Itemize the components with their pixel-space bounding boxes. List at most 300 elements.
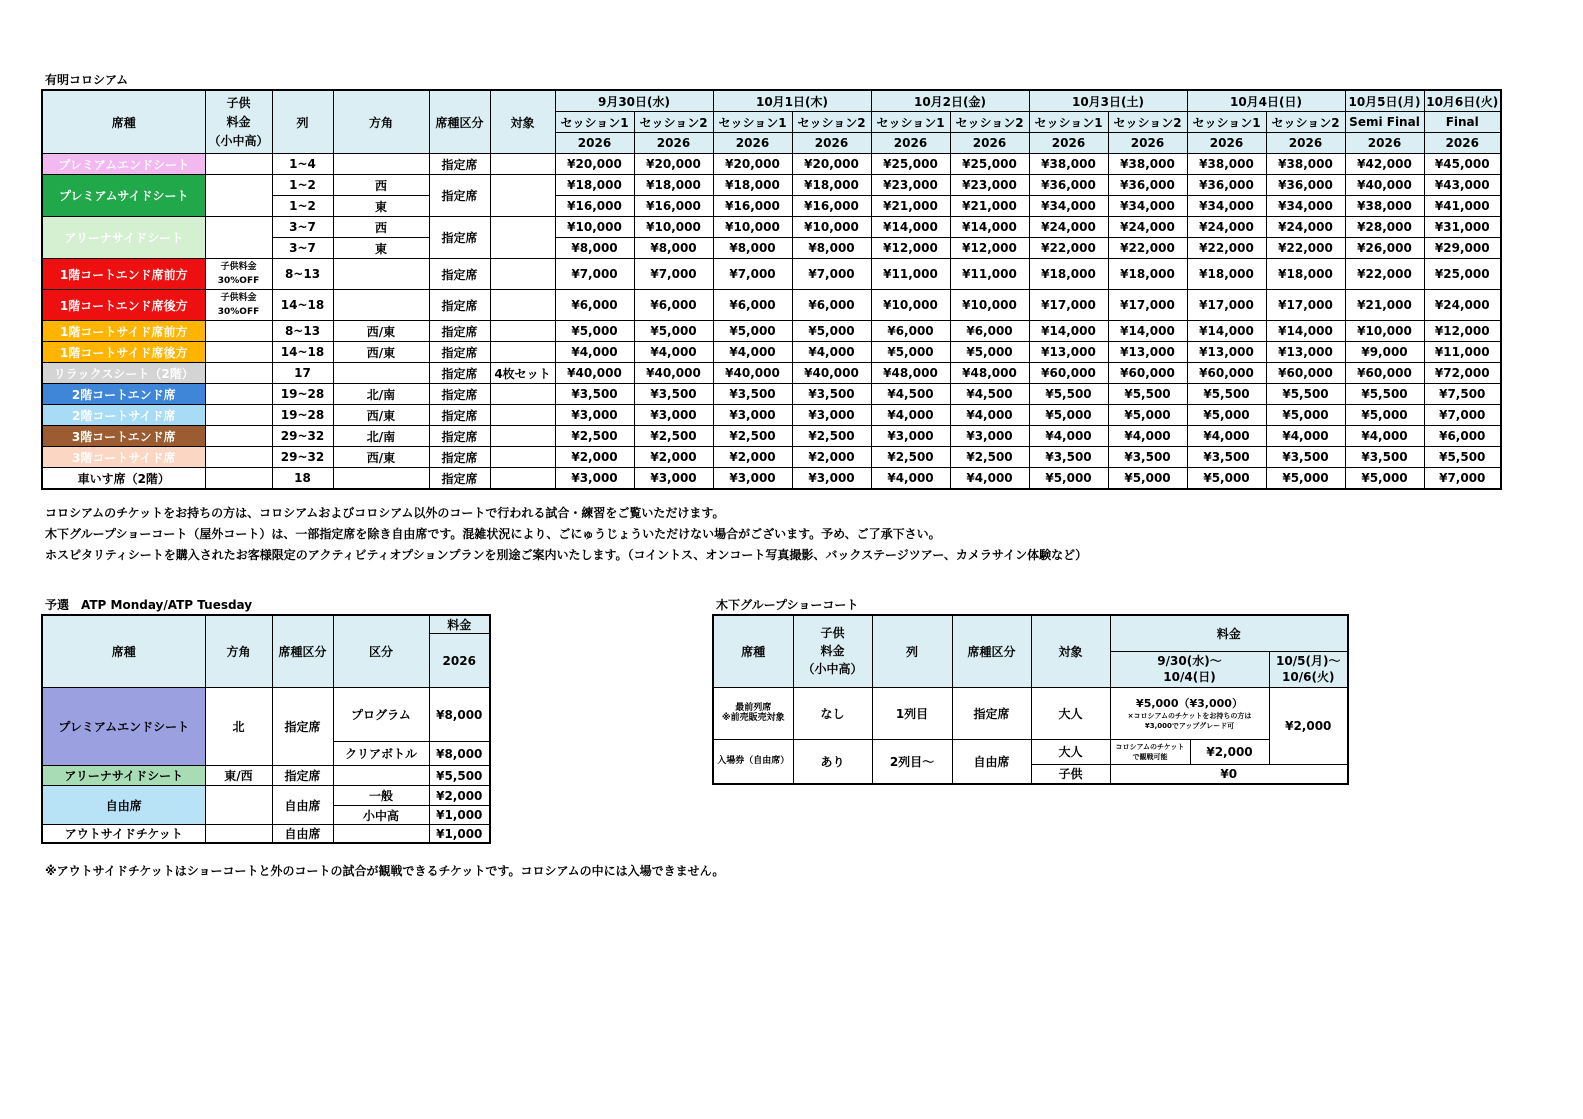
price-cell: ¥5,000 xyxy=(555,321,634,342)
price-cell: ¥43,000 xyxy=(1424,175,1501,196)
price-cell: ¥11,000 xyxy=(950,259,1029,290)
qualifying-price-table xyxy=(41,614,491,844)
year-header: 2026 xyxy=(634,133,713,154)
seat-type-cell: アリーナサイドシート xyxy=(42,217,205,259)
price-cell: ¥22,000 xyxy=(1108,238,1187,259)
price-cell: ¥14,000 xyxy=(1187,321,1266,342)
seat-type-cell: 1階コートエンド席前方 xyxy=(42,259,205,290)
target-cell: 4枚セット xyxy=(490,363,555,384)
price-cell: ¥8,000 xyxy=(713,238,792,259)
price-cell: ¥5,000 xyxy=(792,321,871,342)
header-target: 対象 xyxy=(490,90,555,154)
price-row xyxy=(42,154,1501,175)
price-cell: ¥14,000 xyxy=(1029,321,1108,342)
child-fee-cell xyxy=(205,363,272,384)
price-cell: ¥72,000 xyxy=(1424,363,1501,384)
price-cell: ¥8,000 xyxy=(634,238,713,259)
header-row: 列 xyxy=(272,90,333,154)
price-cell: ¥7,000 xyxy=(555,259,634,290)
qual-premium-price: ¥8,000 xyxy=(429,742,490,766)
price-cell: ¥38,000 xyxy=(1029,154,1108,175)
price-cell: ¥4,000 xyxy=(634,342,713,363)
price-cell: ¥5,000 xyxy=(1266,468,1345,490)
notes xyxy=(45,503,1087,566)
price-cell: ¥4,000 xyxy=(950,468,1029,490)
session-header: セッション2 xyxy=(950,112,1029,133)
price-cell: ¥5,000 xyxy=(713,321,792,342)
child-fee-cell: 子供料金 30%OFF xyxy=(205,290,272,321)
qual-free-cls: 自由席 xyxy=(272,786,333,825)
seat-type-cell: リラックスシート（2階） xyxy=(42,363,205,384)
show-front-target: 大人 xyxy=(1031,687,1110,739)
price-cell: ¥2,500 xyxy=(792,426,871,447)
show-entry-row: 2列目〜 xyxy=(872,739,952,784)
price-cell: ¥40,000 xyxy=(555,363,634,384)
show-entry-price-child: ¥0 xyxy=(1110,764,1348,784)
price-cell: ¥38,000 xyxy=(1108,154,1187,175)
qual-premium-seat: プレミアムエンドシート xyxy=(42,688,205,766)
seat-class-cell: 指定席 xyxy=(429,342,490,363)
price-cell: ¥13,000 xyxy=(1266,342,1345,363)
qual-premium-price: ¥8,000 xyxy=(429,688,490,742)
year-header: 2026 xyxy=(713,133,792,154)
session-header: セッション2 xyxy=(634,112,713,133)
price-cell: ¥3,000 xyxy=(713,468,792,490)
price-cell: ¥16,000 xyxy=(634,196,713,217)
price-cell: ¥36,000 xyxy=(1187,175,1266,196)
seat-class-cell: 指定席 xyxy=(429,259,490,290)
price-cell: ¥18,000 xyxy=(713,175,792,196)
price-cell: ¥22,000 xyxy=(1345,259,1424,290)
price-cell: ¥9,000 xyxy=(1345,342,1424,363)
price-cell: ¥14,000 xyxy=(871,217,950,238)
price-cell: ¥16,000 xyxy=(713,196,792,217)
child-fee-cell: 子供料金 30%OFF xyxy=(205,259,272,290)
qual-arena-price: ¥5,500 xyxy=(429,766,490,786)
price-cell: ¥11,000 xyxy=(871,259,950,290)
direction-cell: 西/東 xyxy=(333,342,429,363)
price-cell: ¥22,000 xyxy=(1029,238,1108,259)
price-cell: ¥18,000 xyxy=(1108,259,1187,290)
show-front-row: 1列目 xyxy=(872,687,952,739)
price-cell: ¥17,000 xyxy=(1266,290,1345,321)
price-cell: ¥14,000 xyxy=(1108,321,1187,342)
target-cell xyxy=(490,447,555,468)
show-front-seat: 最前列席 ※前売販売対象 xyxy=(713,687,793,739)
qual-arena-dir: 東/西 xyxy=(205,766,272,786)
coliseum-price-table xyxy=(41,89,1502,490)
qual-premium-kubun: クリアボトル xyxy=(333,742,429,766)
qual-arena-kubun xyxy=(333,766,429,786)
show-entry-price-adult: ¥2,000 xyxy=(1190,739,1269,764)
session-header: セッション1 xyxy=(1029,112,1108,133)
price-cell: ¥7,000 xyxy=(1424,405,1501,426)
price-cell: ¥24,000 xyxy=(1187,217,1266,238)
row-cell: 8~13 xyxy=(272,259,333,290)
qual-premium-kubun: プログラム xyxy=(333,688,429,742)
note-line: コロシアムのチケットをお持ちの方は、コロシアムおよびコロシアム以外のコートで行われる試合・練習をご覧いただけます。 xyxy=(45,506,725,520)
price-cell: ¥6,000 xyxy=(555,290,634,321)
session-header: セッション2 xyxy=(1266,112,1345,133)
price-cell: ¥24,000 xyxy=(1266,217,1345,238)
price-cell: ¥36,000 xyxy=(1266,175,1345,196)
price-cell: ¥5,500 xyxy=(1108,384,1187,405)
session-header: セッション1 xyxy=(713,112,792,133)
price-cell: ¥10,000 xyxy=(634,217,713,238)
row-cell: 19~28 xyxy=(272,384,333,405)
show-header-period1: 9/30(水)〜 10/4(日) xyxy=(1110,651,1269,687)
price-cell: ¥4,000 xyxy=(1029,426,1108,447)
price-cell: ¥17,000 xyxy=(1108,290,1187,321)
show-entry-target-adult: 大人 xyxy=(1031,739,1110,764)
price-cell: ¥2,000 xyxy=(555,447,634,468)
price-cell: ¥3,000 xyxy=(950,426,1029,447)
price-cell: ¥4,000 xyxy=(1345,426,1424,447)
price-cell: ¥34,000 xyxy=(1108,196,1187,217)
price-cell: ¥18,000 xyxy=(1029,259,1108,290)
price-cell: ¥10,000 xyxy=(713,217,792,238)
show-entry-cls: 自由席 xyxy=(952,739,1031,784)
price-cell: ¥6,000 xyxy=(950,321,1029,342)
price-cell: ¥22,000 xyxy=(1187,238,1266,259)
price-row xyxy=(42,290,1501,321)
price-cell: ¥5,500 xyxy=(1029,384,1108,405)
price-cell: ¥6,000 xyxy=(713,290,792,321)
price-cell: ¥20,000 xyxy=(713,154,792,175)
header-seat-type: 席種 xyxy=(42,90,205,154)
child-fee-cell xyxy=(205,426,272,447)
price-cell: ¥4,000 xyxy=(713,342,792,363)
price-cell: ¥4,000 xyxy=(950,405,1029,426)
price-cell: ¥2,500 xyxy=(950,447,1029,468)
price-cell: ¥24,000 xyxy=(1108,217,1187,238)
price-cell: ¥40,000 xyxy=(1345,175,1424,196)
price-cell: ¥20,000 xyxy=(634,154,713,175)
price-cell: ¥11,000 xyxy=(1424,342,1501,363)
price-cell: ¥22,000 xyxy=(1266,238,1345,259)
price-cell: ¥3,500 xyxy=(555,384,634,405)
qual-header-cls: 席種区分 xyxy=(272,615,333,688)
price-cell: ¥3,500 xyxy=(713,384,792,405)
price-cell: ¥5,500 xyxy=(1424,447,1501,468)
date-header: 10月2日(金) xyxy=(871,90,1029,112)
price-cell: ¥5,000 xyxy=(1345,405,1424,426)
price-cell: ¥20,000 xyxy=(792,154,871,175)
price-row xyxy=(42,363,1501,384)
qual-title: 予選 ATP Monday/ATP Tuesday xyxy=(45,598,253,612)
price-cell: ¥13,000 xyxy=(1029,342,1108,363)
date-header: 10月5日(月) xyxy=(1345,90,1424,112)
row-cell: 29~32 xyxy=(272,447,333,468)
price-cell: ¥5,500 xyxy=(1345,384,1424,405)
show-header-fee: 料金 xyxy=(1110,615,1348,651)
date-header: 10月1日(木) xyxy=(713,90,871,112)
direction-cell xyxy=(333,290,429,321)
session-header: セッション1 xyxy=(871,112,950,133)
target-cell xyxy=(490,321,555,342)
price-cell: ¥8,000 xyxy=(555,238,634,259)
price-cell: ¥6,000 xyxy=(634,290,713,321)
price-row xyxy=(42,426,1501,447)
row-cell: 1~2 xyxy=(272,196,333,217)
qual-free-price: ¥1,000 xyxy=(429,806,490,825)
price-cell: ¥25,000 xyxy=(950,154,1029,175)
year-header: 2026 xyxy=(1108,133,1187,154)
price-cell: ¥3,500 xyxy=(1266,447,1345,468)
show-header-child: 子供 料金 （小中高） xyxy=(793,615,872,687)
seat-class-cell: 指定席 xyxy=(429,384,490,405)
direction-cell xyxy=(333,154,429,175)
price-row xyxy=(42,468,1501,490)
target-cell xyxy=(490,154,555,175)
price-cell: ¥38,000 xyxy=(1266,154,1345,175)
seat-class-cell: 指定席 xyxy=(429,426,490,447)
price-cell: ¥5,000 xyxy=(871,342,950,363)
seat-type-cell: プレミアムサイドシート xyxy=(42,175,205,217)
direction-cell: 西 xyxy=(333,217,429,238)
price-cell: ¥38,000 xyxy=(1187,154,1266,175)
show-entry-target-child: 子供 xyxy=(1031,764,1110,784)
price-row xyxy=(42,217,1501,238)
child-fee-cell xyxy=(205,384,272,405)
row-cell: 29~32 xyxy=(272,426,333,447)
price-cell: ¥3,000 xyxy=(634,468,713,490)
show-entry-note: コロシアムのチケット で観戦可能 xyxy=(1110,739,1190,764)
child-fee-cell xyxy=(205,405,272,426)
show-header-seat: 席種 xyxy=(713,615,793,687)
price-cell: ¥10,000 xyxy=(555,217,634,238)
price-row xyxy=(42,342,1501,363)
child-fee-cell xyxy=(205,468,272,490)
price-cell: ¥2,500 xyxy=(713,426,792,447)
price-cell: ¥23,000 xyxy=(871,175,950,196)
seat-class-cell: 指定席 xyxy=(429,154,490,175)
price-cell: ¥7,000 xyxy=(634,259,713,290)
price-row xyxy=(42,321,1501,342)
price-cell: ¥16,000 xyxy=(555,196,634,217)
price-cell: ¥6,000 xyxy=(871,321,950,342)
seat-type-cell: 1階コートエンド席後方 xyxy=(42,290,205,321)
show-front-price2: ¥2,000 xyxy=(1269,687,1348,764)
year-header: 2026 xyxy=(1187,133,1266,154)
direction-cell: 西/東 xyxy=(333,321,429,342)
header-child-fee: 子供 料金 （小中高） xyxy=(205,90,272,154)
seat-class-cell: 指定席 xyxy=(429,217,490,259)
row-cell: 1~4 xyxy=(272,154,333,175)
price-cell: ¥29,000 xyxy=(1424,238,1501,259)
note-line: ホスピタリティシートを購入されたお客様限定のアクティビティオプションプランを別途ご案内いたします。（コイントス、オンコート写真撮影、バックステージツアー、カメラサイン体験など） xyxy=(45,548,1088,562)
price-cell: ¥28,000 xyxy=(1345,217,1424,238)
price-cell: ¥4,000 xyxy=(871,405,950,426)
price-cell: ¥17,000 xyxy=(1029,290,1108,321)
price-cell: ¥40,000 xyxy=(713,363,792,384)
price-cell: ¥60,000 xyxy=(1029,363,1108,384)
price-cell: ¥10,000 xyxy=(950,290,1029,321)
row-cell: 3~7 xyxy=(272,238,333,259)
qual-free-dir xyxy=(205,786,272,825)
price-cell: ¥4,000 xyxy=(871,468,950,490)
price-cell: ¥4,000 xyxy=(1108,426,1187,447)
direction-cell xyxy=(333,468,429,490)
show-front-cls: 指定席 xyxy=(952,687,1031,739)
price-row xyxy=(42,405,1501,426)
price-cell: ¥60,000 xyxy=(1266,363,1345,384)
price-cell: ¥7,000 xyxy=(1424,468,1501,490)
year-header: 2026 xyxy=(792,133,871,154)
price-cell: ¥5,000 xyxy=(1108,468,1187,490)
price-cell: ¥2,500 xyxy=(555,426,634,447)
price-cell: ¥3,000 xyxy=(634,405,713,426)
seat-class-cell: 指定席 xyxy=(429,447,490,468)
price-cell: ¥40,000 xyxy=(792,363,871,384)
price-cell: ¥18,000 xyxy=(1187,259,1266,290)
price-cell: ¥2,000 xyxy=(792,447,871,468)
price-cell: ¥5,000 xyxy=(1187,468,1266,490)
price-cell: ¥3,000 xyxy=(555,468,634,490)
seat-type-cell: 1階コートサイド席前方 xyxy=(42,321,205,342)
price-cell: ¥5,500 xyxy=(1266,384,1345,405)
price-cell: ¥10,000 xyxy=(871,290,950,321)
qual-outside-dir xyxy=(205,825,272,844)
date-header: 10月6日(火) xyxy=(1424,90,1501,112)
row-cell: 1~2 xyxy=(272,175,333,196)
price-cell: ¥12,000 xyxy=(950,238,1029,259)
price-cell: ¥13,000 xyxy=(1108,342,1187,363)
price-cell: ¥5,000 xyxy=(634,321,713,342)
price-cell: ¥17,000 xyxy=(1187,290,1266,321)
child-fee-cell xyxy=(205,447,272,468)
row-cell: 8~13 xyxy=(272,321,333,342)
price-cell: ¥21,000 xyxy=(950,196,1029,217)
price-row xyxy=(42,447,1501,468)
price-cell: ¥41,000 xyxy=(1424,196,1501,217)
price-cell: ¥24,000 xyxy=(1029,217,1108,238)
price-cell: ¥21,000 xyxy=(1345,290,1424,321)
seat-type-cell: 2階コートエンド席 xyxy=(42,384,205,405)
price-cell: ¥34,000 xyxy=(1029,196,1108,217)
target-cell xyxy=(490,426,555,447)
direction-cell: 西/東 xyxy=(333,405,429,426)
price-cell: ¥42,000 xyxy=(1345,154,1424,175)
qual-header-seat: 席種 xyxy=(42,615,205,688)
qual-outside-price: ¥1,000 xyxy=(429,825,490,844)
qual-header-year: 2026 xyxy=(429,634,490,688)
price-cell: ¥25,000 xyxy=(871,154,950,175)
price-cell: ¥2,500 xyxy=(634,426,713,447)
price-row xyxy=(42,259,1501,290)
direction-cell: 北/南 xyxy=(333,384,429,405)
show-front-price1: ¥5,000（¥3,000） ×コロシアムのチケットをお持ちの方は ¥3,000でアップグレード可 xyxy=(1110,687,1269,739)
price-cell: ¥4,000 xyxy=(792,342,871,363)
price-cell: ¥3,500 xyxy=(1029,447,1108,468)
row-cell: 14~18 xyxy=(272,290,333,321)
price-cell: ¥24,000 xyxy=(1424,290,1501,321)
price-cell: ¥18,000 xyxy=(555,175,634,196)
session-header: セッション1 xyxy=(555,112,634,133)
seat-class-cell: 指定席 xyxy=(429,363,490,384)
qual-free-kubun: 小中高 xyxy=(333,806,429,825)
price-cell: ¥31,000 xyxy=(1424,217,1501,238)
price-cell: ¥48,000 xyxy=(871,363,950,384)
price-cell: ¥4,500 xyxy=(950,384,1029,405)
target-cell xyxy=(490,342,555,363)
seat-class-cell: 指定席 xyxy=(429,321,490,342)
price-cell: ¥13,000 xyxy=(1187,342,1266,363)
qual-free-kubun: 一般 xyxy=(333,786,429,806)
row-cell: 14~18 xyxy=(272,342,333,363)
price-cell: ¥18,000 xyxy=(792,175,871,196)
row-cell: 18 xyxy=(272,468,333,490)
price-cell: ¥45,000 xyxy=(1424,154,1501,175)
price-cell: ¥4,000 xyxy=(1187,426,1266,447)
direction-cell xyxy=(333,259,429,290)
price-cell: ¥25,000 xyxy=(1424,259,1501,290)
show-header-cls: 席種区分 xyxy=(952,615,1031,687)
price-cell: ¥10,000 xyxy=(1345,321,1424,342)
show-front-child: なし xyxy=(793,687,872,739)
price-cell: ¥12,000 xyxy=(1424,321,1501,342)
seat-class-cell: 指定席 xyxy=(429,290,490,321)
year-header: 2026 xyxy=(1424,133,1501,154)
seat-type-cell: プレミアムエンドシート xyxy=(42,154,205,175)
price-cell: ¥60,000 xyxy=(1187,363,1266,384)
price-cell: ¥16,000 xyxy=(792,196,871,217)
price-cell: ¥3,500 xyxy=(1345,447,1424,468)
qual-arena-cls: 指定席 xyxy=(272,766,333,786)
child-fee-cell xyxy=(205,154,272,175)
show-header-period2: 10/5(月)〜 10/6(火) xyxy=(1269,651,1348,687)
show-header-target: 対象 xyxy=(1031,615,1110,687)
year-header: 2026 xyxy=(871,133,950,154)
target-cell xyxy=(490,259,555,290)
price-cell: ¥4,000 xyxy=(1266,426,1345,447)
price-cell: ¥10,000 xyxy=(792,217,871,238)
price-cell: ¥18,000 xyxy=(634,175,713,196)
price-cell: ¥5,000 xyxy=(1266,405,1345,426)
qual-arena-seat: アリーナサイドシート xyxy=(42,766,205,786)
main-title: 有明コロシアム xyxy=(45,73,129,87)
seat-type-cell: 3階コートエンド席 xyxy=(42,426,205,447)
price-cell: ¥23,000 xyxy=(950,175,1029,196)
showcourt-price-table xyxy=(712,614,1349,785)
price-cell: ¥18,000 xyxy=(1266,259,1345,290)
price-cell: ¥2,500 xyxy=(871,447,950,468)
price-cell: ¥7,500 xyxy=(1424,384,1501,405)
price-cell: ¥12,000 xyxy=(871,238,950,259)
qual-header-dir: 方角 xyxy=(205,615,272,688)
price-cell: ¥6,000 xyxy=(1424,426,1501,447)
direction-cell: 東 xyxy=(333,238,429,259)
date-header: 10月4日(日) xyxy=(1187,90,1345,112)
price-cell: ¥5,000 xyxy=(1108,405,1187,426)
show-header-row: 列 xyxy=(872,615,952,687)
price-cell: ¥3,500 xyxy=(1108,447,1187,468)
price-cell: ¥14,000 xyxy=(950,217,1029,238)
price-cell: ¥7,000 xyxy=(713,259,792,290)
direction-cell: 北/南 xyxy=(333,426,429,447)
price-cell: ¥5,000 xyxy=(1187,405,1266,426)
price-cell: ¥36,000 xyxy=(1108,175,1187,196)
note-line: 木下グループショーコート（屋外コート）は、一部指定席を除き自由席です。混雑状況により、ごにゅうじょういただけない場合がございます。予め、ご了承下さい。 xyxy=(45,527,941,541)
price-cell: ¥2,000 xyxy=(634,447,713,468)
session-header: セッション2 xyxy=(792,112,871,133)
date-header: 10月3日(土) xyxy=(1029,90,1187,112)
price-cell: ¥36,000 xyxy=(1029,175,1108,196)
year-header: 2026 xyxy=(1029,133,1108,154)
price-cell: ¥3,000 xyxy=(871,426,950,447)
child-fee-cell xyxy=(205,175,272,217)
price-cell: ¥6,000 xyxy=(792,290,871,321)
